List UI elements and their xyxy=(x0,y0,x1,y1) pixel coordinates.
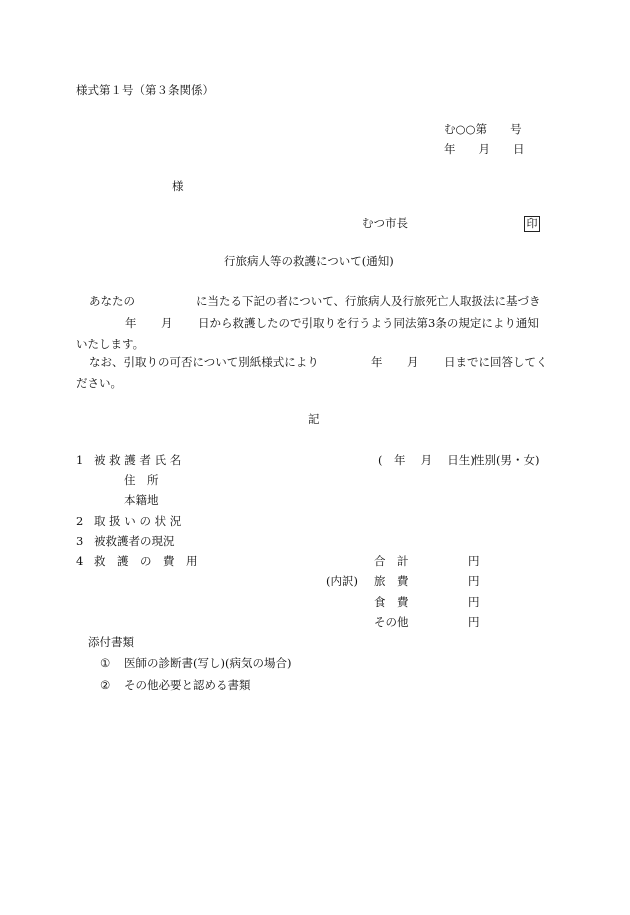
item-number: 3 xyxy=(76,534,84,548)
birth-date-field: ( 年 月 日生) xyxy=(378,453,475,467)
body-p2-text: ださい。 xyxy=(76,376,122,390)
issuer-name: むつ市長 xyxy=(362,216,408,230)
form-number: 様式第１号（第３条関係） xyxy=(76,83,214,97)
body-p1-text: いたします。 xyxy=(76,337,145,351)
body-p1-text: 日から救護したので引取りを行うよう同法第3条の規定により通知 xyxy=(198,316,539,330)
body-p1-month: 月 xyxy=(161,316,173,330)
address-label: 住 所 xyxy=(124,473,159,487)
cost-food-label: 食 費 xyxy=(374,595,409,609)
yen-unit: 円 xyxy=(468,574,480,588)
body-p2-text: なお、引取りの可否について別紙様式により xyxy=(89,355,319,369)
honseki-label: 本籍地 xyxy=(124,493,159,507)
cost-breakdown-label: (内訳) xyxy=(326,574,358,588)
attachment-item: 医師の診断書(写し)(病気の場合) xyxy=(124,656,292,670)
item-label: 取 扱 い の 状 況 xyxy=(94,514,182,528)
item-number: 1 xyxy=(76,453,84,467)
cost-travel-label: 旅 費 xyxy=(374,574,409,588)
item-label: 救 護 の 費 用 xyxy=(94,554,198,568)
body-p1-text: あなたの xyxy=(89,294,135,308)
addressee-honorific: 様 xyxy=(172,179,184,193)
attachment-marker: ② xyxy=(100,678,111,692)
cost-other-label: その他 xyxy=(374,615,409,629)
body-p2-month: 月 xyxy=(407,355,419,369)
yen-unit: 円 xyxy=(468,554,480,568)
sex-field: 性別(男・女) xyxy=(473,453,540,467)
yen-unit: 円 xyxy=(468,615,480,629)
item-number: 4 xyxy=(76,554,84,568)
document-number: む○○第 号 xyxy=(444,122,522,136)
ki-heading: 記 xyxy=(308,412,320,426)
body-p1-year: 年 xyxy=(125,316,137,330)
issue-date: 年 月 日 xyxy=(444,142,525,156)
yen-unit: 円 xyxy=(468,595,480,609)
body-p2-text: 日までに回答してく xyxy=(444,355,548,369)
attachment-item: その他必要と認める書類 xyxy=(124,678,251,692)
body-p2-year: 年 xyxy=(371,355,383,369)
body-p1-text: に当たる下記の者について、行旅病人及行旅死亡人取扱法に基づき xyxy=(196,294,541,308)
item-label: 被救護者の現況 xyxy=(94,534,175,548)
seal-mark: 印 xyxy=(524,216,540,232)
attachments-heading: 添付書類 xyxy=(88,635,134,649)
item-number: 2 xyxy=(76,514,84,528)
document-title: 行旅病人等の救護について(通知) xyxy=(224,254,394,268)
cost-total-label: 合 計 xyxy=(374,554,409,568)
attachment-marker: ① xyxy=(100,656,111,670)
item-label: 被 救 護 者 氏 名 xyxy=(94,453,182,467)
